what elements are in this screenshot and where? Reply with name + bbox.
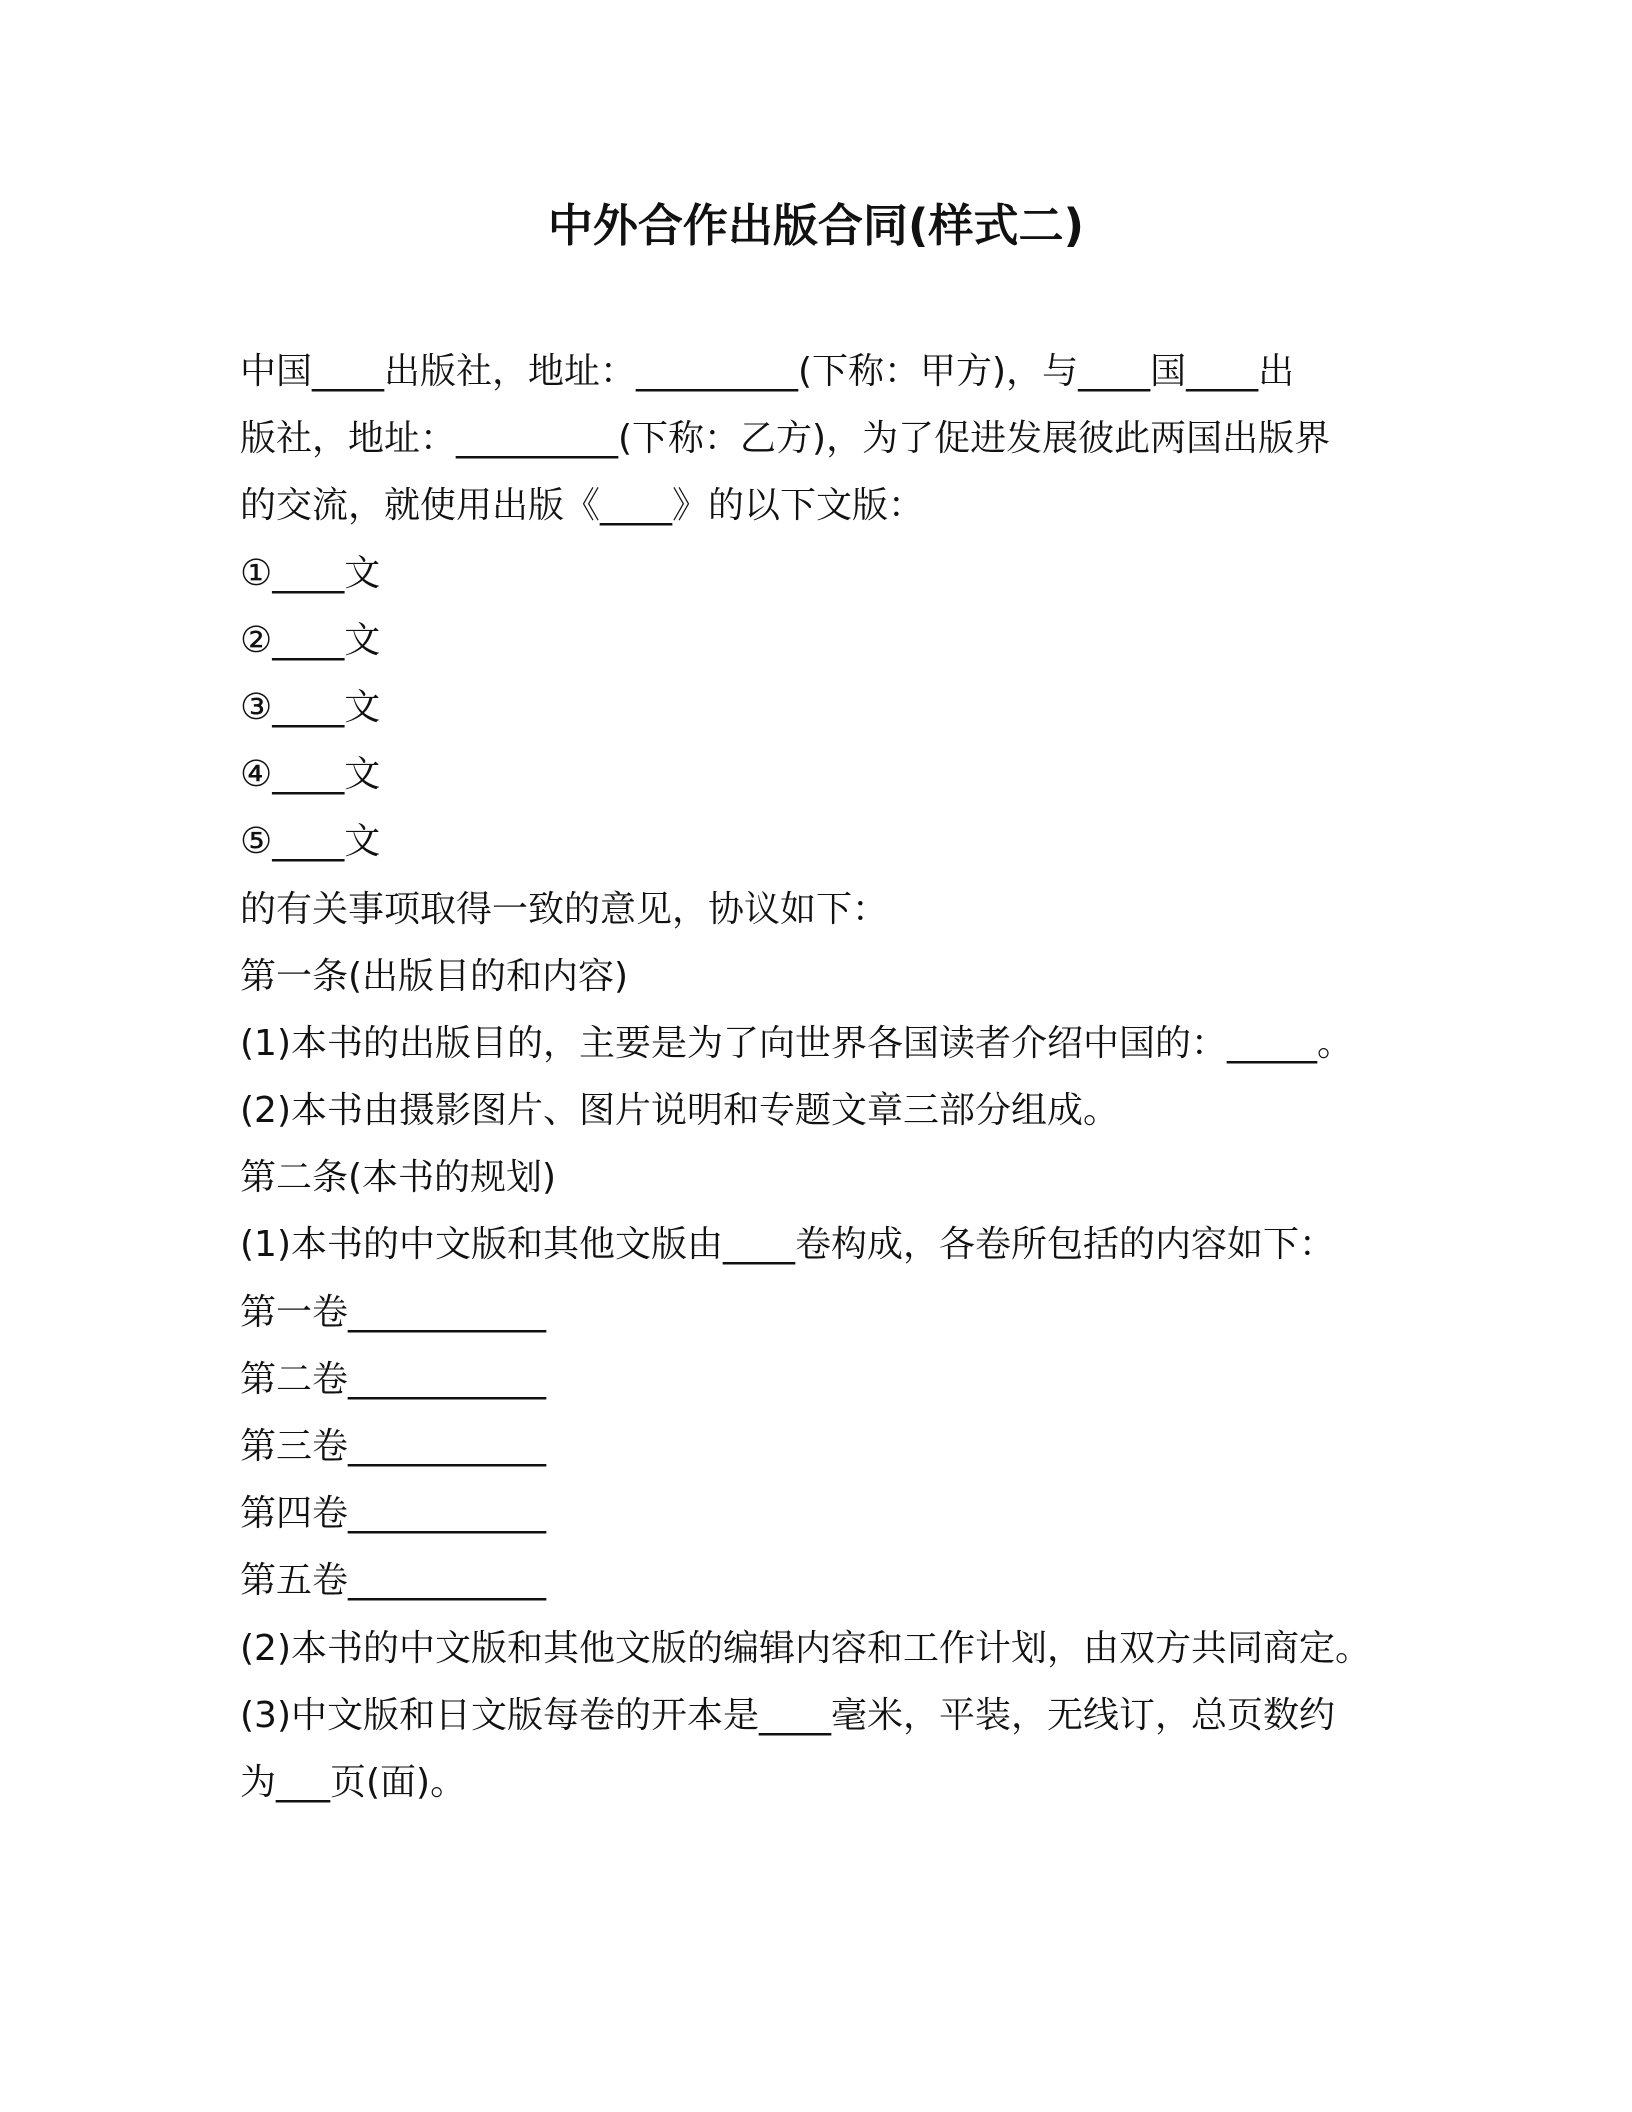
clause-line: (1)本书的出版目的，主要是为了向世界各国读者介绍中国的：_____。 [240, 1022, 1353, 1064]
volume-item: 第二卷___________ [240, 1358, 547, 1400]
volume-item: 第一卷___________ [240, 1291, 547, 1333]
article-heading: 第一条(出版目的和内容) [240, 955, 629, 997]
edition-item: ①____文 [240, 552, 381, 594]
edition-item: ④____文 [240, 754, 381, 796]
edition-item: ②____文 [240, 619, 381, 661]
edition-item: ③____文 [240, 686, 381, 728]
clause-line: (2)本书由摄影图片、图片说明和专题文章三部分组成。 [240, 1090, 1119, 1132]
article-heading: 第二条(本书的规划) [240, 1157, 557, 1199]
paragraph-line: 版社，地址：_________(下称：乙方)，为了促进发展彼此两国出版界 [240, 418, 1331, 460]
volume-item: 第五卷___________ [240, 1560, 547, 1602]
volume-item: 第四卷___________ [240, 1493, 547, 1535]
paragraph-line: 的有关事项取得一致的意见，协议如下： [240, 888, 889, 930]
volume-item: 第三卷___________ [240, 1426, 547, 1467]
clause-line: (3)中文版和日文版每卷的开本是____毫米，平装，无线订，总页数约 [240, 1694, 1335, 1736]
clause-line: (1)本书的中文版和其他文版由____卷构成，各卷所包括的内容如下： [240, 1224, 1335, 1266]
clause-line: 为___页(面)。 [240, 1761, 467, 1803]
document-body [240, 338, 1400, 1816]
clause-line: (2)本书的中文版和其他文版的编辑内容和工作计划，由双方共同商定。 [240, 1627, 1371, 1669]
paragraph-line: 的交流，就使用出版《____》的以下文版： [240, 485, 925, 527]
edition-item: ⑤____文 [240, 821, 381, 863]
document-title: 中外合作出版合同(样式二) [547, 199, 1085, 252]
paragraph-line: 中国____出版社，地址：_________(下称：甲方)，与____国____出 [240, 351, 1295, 392]
